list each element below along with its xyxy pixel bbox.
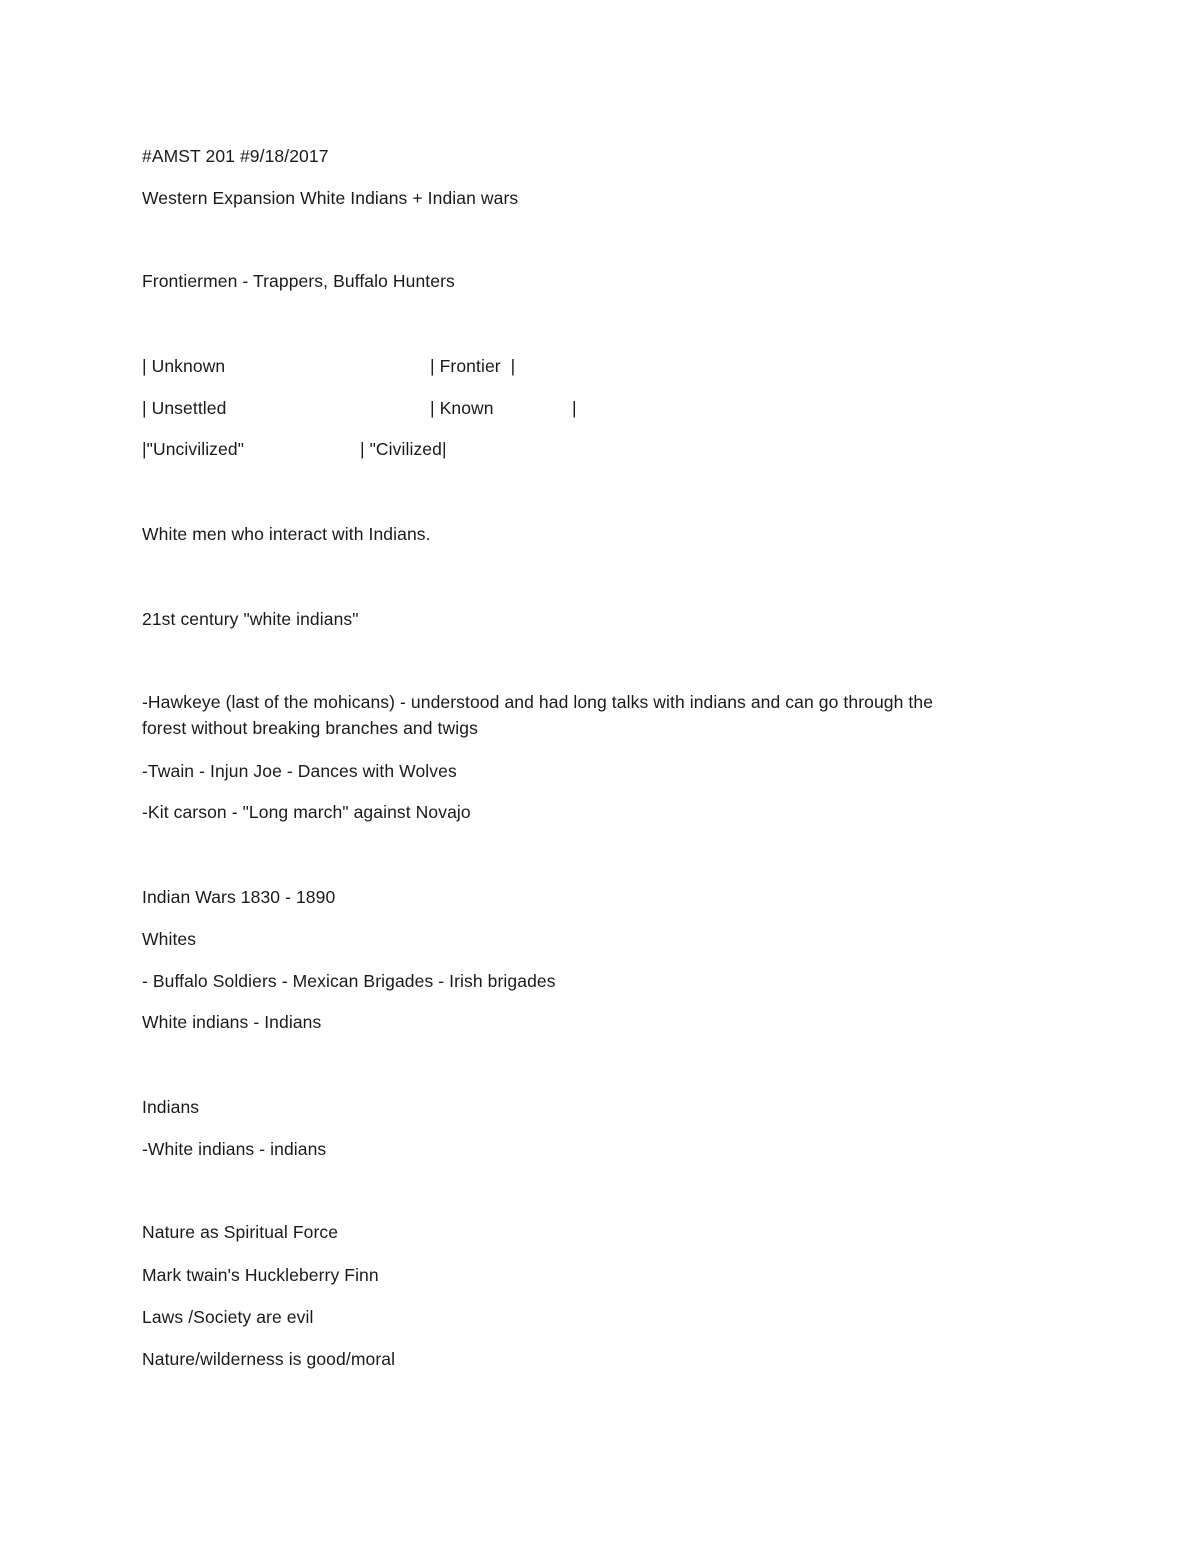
- table-row2-left: | Unsettled: [142, 398, 227, 418]
- kit-carson-line: -Kit carson - "Long march" against Novajo: [142, 802, 471, 822]
- whites-line: Whites: [142, 929, 197, 949]
- hawkeye-line-2: forest without breaking branches and twigs: [142, 718, 478, 738]
- page-title: Western Expansion White Indians + Indian wars: [142, 188, 519, 208]
- white-men-line: White men who interact with Indians.: [142, 524, 431, 544]
- frontiermen-line: Frontiermen - Trappers, Buffalo Hunters: [142, 271, 455, 291]
- white-indians-line: White indians - Indians: [142, 1012, 322, 1032]
- table-row3-right: | "Civilized|: [360, 439, 447, 459]
- indian-wars-heading: Indian Wars 1830 - 1890: [142, 887, 336, 907]
- nature-heading: Nature as Spiritual Force: [142, 1222, 339, 1242]
- indians-item: -White indians - indians: [142, 1139, 327, 1159]
- laws-line: Laws /Society are evil: [142, 1307, 314, 1327]
- header-tag-line: #AMST 201 #9/18/2017: [142, 146, 329, 166]
- table-row1-left: | Unknown: [142, 356, 226, 376]
- huck-finn-line: Mark twain's Huckleberry Finn: [142, 1265, 379, 1285]
- table-row3-left: |"Uncivilized": [142, 439, 245, 459]
- century-line: 21st century "white indians": [142, 609, 359, 629]
- soldiers-line: - Buffalo Soldiers - Mexican Brigades - Irish brigades: [142, 971, 556, 991]
- wilderness-line: Nature/wilderness is good/moral: [142, 1349, 396, 1369]
- indians-heading: Indians: [142, 1097, 200, 1117]
- table-row2-right: | Known: [430, 398, 494, 418]
- table-row2-end: |: [572, 398, 577, 418]
- hawkeye-line-1: -Hawkeye (last of the mohicans) - understood and had long talks with indians and can go through the: [142, 692, 934, 712]
- twain-line: -Twain - Injun Joe - Dances with Wolves: [142, 761, 457, 781]
- table-row1-right: | Frontier |: [430, 356, 516, 376]
